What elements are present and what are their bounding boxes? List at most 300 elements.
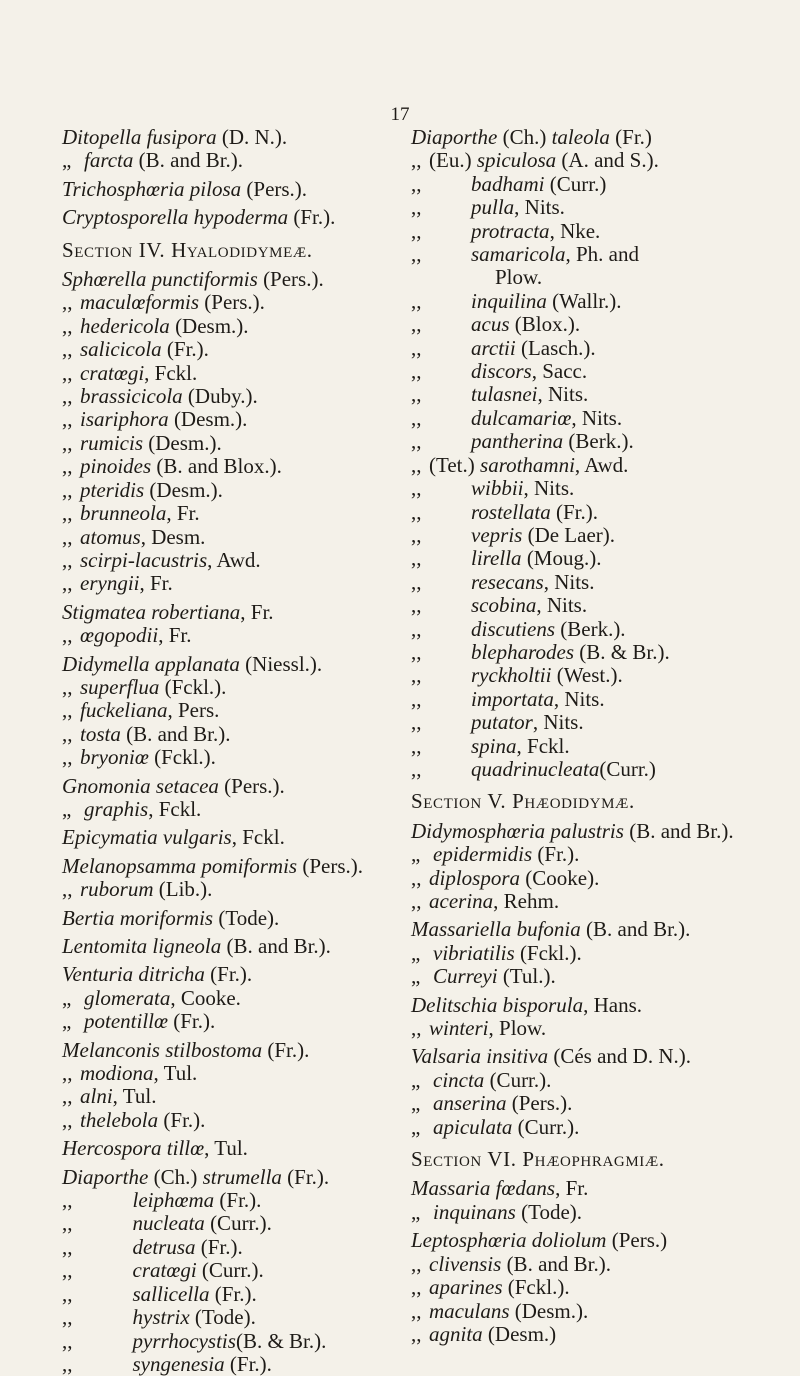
indent-space: [80, 1352, 133, 1376]
ditto-mark: „: [411, 940, 421, 965]
authority: (Fckl.).: [514, 940, 582, 965]
genus-entry: [62, 1166, 397, 1189]
taxon-name: Ditopella fusipora: [62, 125, 217, 149]
authority: (Desm.).: [169, 313, 249, 338]
authority: (Desm.): [482, 1321, 557, 1346]
authority: , Nits.: [543, 569, 595, 594]
species-entry: [62, 315, 397, 338]
species-entry: [62, 408, 397, 431]
ditto-mark: ,,: [62, 407, 73, 432]
authority: (Lib.).: [153, 877, 213, 902]
species-entry: [62, 624, 397, 647]
species-entry: [411, 965, 786, 988]
indent-space: [429, 476, 471, 500]
taxon-name: atomus: [80, 524, 141, 549]
ditto-mark: ,,: [62, 384, 73, 409]
authority: (B. and Br.).: [580, 917, 691, 942]
species-entry: [62, 455, 397, 478]
species-entry: [62, 723, 397, 746]
authority: (Fr.).: [209, 1281, 257, 1306]
taxon-name: anserina: [433, 1091, 507, 1116]
authority: , Fckl.: [231, 825, 285, 850]
taxon-name: pulla: [471, 195, 515, 220]
genus-entry: [411, 918, 786, 941]
genus-entry: [411, 1177, 786, 1200]
authority: , Fr.: [158, 623, 192, 648]
indent-space: [80, 1305, 133, 1329]
genus-entry: [62, 963, 397, 986]
species-entry: [62, 1109, 397, 1132]
indent-space: [80, 1258, 133, 1282]
authority: (Curr.): [544, 171, 607, 196]
ditto-mark: ,,: [411, 710, 422, 735]
taxon-name: pyrrhocystis: [132, 1328, 236, 1353]
indent-space: [429, 312, 471, 336]
authority: (Desm.).: [143, 430, 222, 455]
species-entry: [62, 149, 397, 172]
indent-space: [80, 1282, 133, 1306]
authority: (Fr.).: [195, 1234, 243, 1259]
genus-entry: [62, 1039, 397, 1062]
ditto-mark: ,,: [62, 313, 73, 338]
taxon-name: sallicella: [132, 1281, 210, 1306]
authority: , Rehm.: [493, 889, 560, 913]
taxon-name: Diaporthe: [411, 125, 498, 149]
taxon-name: aparines: [429, 1275, 503, 1300]
authority: (Pers.).: [506, 1091, 573, 1116]
authority: , Fr.: [166, 501, 200, 526]
authority: (B. and Br.).: [221, 934, 331, 958]
taxon-name: ryckholtii: [471, 663, 552, 688]
genus-entry: [62, 907, 397, 930]
ditto-mark: „: [62, 985, 72, 1010]
species-entry: [411, 664, 786, 687]
genus-entry: [62, 126, 397, 149]
authority: (Berk.).: [563, 429, 634, 454]
authority: , Nits.: [532, 710, 584, 735]
ditto-mark: ,,: [62, 337, 73, 362]
taxon-name: œgopodii: [80, 623, 159, 648]
authority: , Ph. and: [565, 242, 639, 267]
ditto-mark: ,,: [62, 877, 73, 902]
taxon-name: importata: [471, 686, 554, 711]
authority: , Plow.: [488, 1016, 547, 1041]
species-entry: [62, 1283, 397, 1306]
species-entry: [411, 1323, 786, 1346]
ditto-mark: ,,: [411, 382, 422, 407]
genus-entry: [411, 994, 786, 1017]
authority: (Fr.).: [550, 499, 598, 524]
taxon-name: Sphœrella punctiformis: [62, 267, 258, 292]
ditto-mark: ,,: [62, 1351, 73, 1376]
species-entry: [411, 524, 786, 547]
ditto-mark: „: [62, 796, 72, 821]
taxon-name: rumicis: [80, 430, 143, 455]
authority: (Curr.).: [196, 1258, 264, 1283]
indent-space: [429, 663, 471, 687]
taxon-name: pinoides: [80, 454, 152, 479]
ditto-mark: ,,: [411, 499, 422, 524]
taxon-name: winteri: [429, 1016, 489, 1041]
authority: (Wallr.).: [546, 288, 622, 313]
ditto-mark: ,,: [411, 1016, 422, 1041]
genus-entry: [62, 826, 397, 849]
authority: (Curr.).: [484, 1067, 552, 1092]
taxon-name: inquilina: [471, 288, 547, 313]
indent-space: [80, 1235, 133, 1259]
ditto-mark: ,,: [62, 501, 73, 526]
right-column: [411, 126, 786, 1346]
ditto-mark: ,,: [411, 639, 422, 664]
taxon-name: protracta: [471, 218, 550, 243]
authority: , Fckl.: [516, 733, 570, 758]
authority: , Nits.: [514, 195, 565, 220]
authority: (Fr.): [609, 125, 652, 149]
ditto-mark: ,,: [411, 593, 422, 618]
authority: (Pers.).: [218, 773, 285, 798]
ditto-mark: ,,: [62, 1328, 73, 1353]
authority: , Nits.: [553, 686, 605, 711]
taxon-name: blepharodes: [471, 639, 575, 664]
taxon-name: diplospora: [429, 865, 521, 890]
taxon-name: Curreyi: [433, 964, 498, 989]
indent-space: [429, 195, 471, 219]
ditto-mark: „: [411, 1199, 421, 1224]
taxon-name: inquinans: [433, 1199, 516, 1224]
species-entry: [62, 572, 397, 595]
authority: , Sacc.: [531, 359, 588, 384]
species-entry: [411, 196, 786, 219]
species-entry: [62, 798, 397, 821]
species-entry: [62, 362, 397, 385]
ditto-mark: ,,: [62, 745, 73, 770]
taxon-name: cratœgi: [132, 1258, 197, 1283]
species-entry: [62, 1306, 397, 1329]
indent-space: [429, 172, 471, 196]
authority: (B. and Blox.).: [151, 454, 282, 479]
section-heading: Section VI. Phæophragmiæ.: [411, 1147, 665, 1172]
ditto-mark: ,,: [411, 288, 422, 313]
species-entry: [62, 1353, 397, 1376]
taxon-name: sarothamni: [480, 452, 575, 477]
indent-space: [429, 710, 471, 734]
taxon-name: Hercospora tillœ: [62, 1136, 205, 1161]
ditto-mark: ,,: [411, 756, 422, 781]
species-entry: [411, 360, 786, 383]
taxon-name: badhami: [471, 171, 545, 196]
authority: (Blox.).: [509, 312, 581, 337]
authority: , Cooke.: [170, 985, 241, 1010]
ditto-mark: ,,: [411, 663, 422, 688]
taxon-name: apiculata: [433, 1114, 513, 1139]
authority: , Tul.: [204, 1136, 248, 1161]
taxon-name: syngenesia: [132, 1351, 225, 1376]
section-heading: Section V. Phæodidymæ.: [411, 789, 635, 814]
taxon-name: fuckeliana: [80, 698, 168, 723]
species-entry: [411, 149, 786, 172]
authority: (Fr.).: [158, 1107, 206, 1132]
taxon-name: Didymosphœria palustris: [411, 818, 624, 843]
authority: (Fr.).: [204, 962, 253, 987]
taxon-name: pteridis: [80, 477, 145, 502]
species-entry: [411, 867, 786, 890]
authority: , Nits.: [523, 476, 575, 501]
species-entry: [62, 338, 397, 361]
taxon-name: Melanconis stilbostoma: [62, 1037, 263, 1062]
ditto-mark: ,,: [411, 452, 422, 477]
taxon-name: nucleata: [132, 1211, 205, 1236]
species-entry: [411, 501, 786, 524]
indent-space: [429, 757, 471, 781]
authority: (Curr.): [599, 756, 656, 781]
ditto-mark: ,,: [411, 522, 422, 547]
authority: (B. and Br.).: [623, 818, 734, 843]
indent-space: [429, 429, 471, 453]
taxon-name: tosta: [80, 721, 121, 746]
species-entry: [411, 942, 786, 965]
ditto-mark: „: [411, 1114, 421, 1139]
species-entry: [411, 688, 786, 711]
species-entry: [411, 735, 786, 758]
indent-space: [429, 359, 471, 383]
authority: (Pers.).: [241, 176, 308, 201]
authority: , Fr.: [240, 599, 274, 624]
authority: (Tet.): [429, 452, 481, 477]
ditto-mark: ,,: [411, 405, 422, 430]
authority: (Ch.): [148, 1164, 203, 1189]
species-entry: [62, 1259, 397, 1282]
species-entry: [411, 1069, 786, 1092]
taxon-name: rostellata: [471, 499, 551, 524]
ditto-mark: „: [411, 964, 421, 989]
species-entry: [411, 243, 786, 266]
taxon-name: Bertia moriformis: [62, 905, 214, 930]
species-entry: [62, 1010, 397, 1033]
authority: (Fr.).: [281, 1164, 330, 1189]
species-entry: [62, 1062, 397, 1085]
species-entry: [62, 676, 397, 699]
indent-space: [429, 640, 471, 664]
ditto-mark: ,,: [411, 429, 422, 454]
ditto-mark: „: [411, 842, 421, 867]
ditto-mark: ,,: [62, 674, 73, 699]
ditto-mark: ,,: [62, 1281, 73, 1306]
taxon-name: potentillœ: [84, 1009, 168, 1034]
taxon-name: Valsaria insitiva: [411, 1044, 549, 1069]
indent-space: [429, 523, 471, 547]
authority: , Awd.: [574, 452, 629, 477]
authority: , Nits.: [537, 382, 589, 407]
authority: (B. & Br.).: [574, 639, 670, 664]
authority: (Duby.).: [182, 384, 258, 409]
ditto-mark: ,,: [411, 569, 422, 594]
taxon-name: brassicicola: [80, 384, 183, 409]
ditto-mark: ,,: [62, 623, 73, 648]
taxon-name: bryoniœ: [80, 745, 149, 770]
genus-entry: [62, 206, 397, 229]
taxon-name: tulasnei: [471, 382, 538, 407]
species-entry: [62, 1212, 397, 1235]
genus-entry: [411, 1229, 786, 1252]
taxon-name: Gnomonia setacea: [62, 773, 219, 798]
species-entry: [411, 430, 786, 453]
genus-entry: [62, 653, 397, 676]
taxon-name: Cryptosporella hypoderma: [62, 205, 289, 230]
authority: (Tode).: [213, 905, 280, 930]
species-entry: [411, 313, 786, 336]
ditto-mark: „: [411, 1067, 421, 1092]
ditto-mark: ,,: [62, 1061, 73, 1086]
species-entry: [62, 699, 397, 722]
left-column: [62, 126, 397, 1376]
authority: (A. and S.).: [556, 148, 659, 173]
taxon-name: maculans: [429, 1298, 510, 1323]
authority: (Fckl.).: [148, 745, 216, 770]
taxon-name: arctii: [471, 335, 516, 360]
taxon-name: spina: [471, 733, 517, 758]
ditto-mark: ,,: [62, 1084, 73, 1109]
indent-space: [429, 546, 471, 570]
genus-entry: [62, 268, 397, 291]
species-entry: [411, 571, 786, 594]
species-entry: [62, 502, 397, 525]
ditto-mark: ,,: [411, 616, 422, 641]
taxon-name: Delitschia bisporula: [411, 992, 584, 1017]
authority: (Tode).: [515, 1199, 583, 1224]
indent-space: [429, 593, 471, 617]
authority: (Cés and D. N.).: [548, 1044, 691, 1069]
taxon-name: discors: [471, 359, 532, 384]
ditto-mark: ,,: [411, 546, 422, 571]
ditto-mark: ,,: [62, 721, 73, 746]
ditto-mark: ,,: [411, 148, 422, 173]
genus-entry: [62, 855, 397, 878]
taxon-name: wibbii: [471, 476, 524, 501]
authority: (Tul.).: [497, 964, 556, 989]
genus-entry: [62, 601, 397, 624]
species-entry: [62, 1330, 397, 1353]
authority: , Tul.: [153, 1061, 198, 1086]
species-entry: [411, 1017, 786, 1040]
taxon-name: acus: [471, 312, 510, 337]
indent-space: [429, 617, 471, 641]
authority: (Fr.).: [168, 1009, 216, 1034]
authority: , Hans.: [583, 992, 643, 1017]
authority: (De Laer).: [522, 522, 616, 547]
taxon-name: maculœformis: [80, 290, 200, 315]
genus-entry: [62, 935, 397, 958]
taxon-name: scirpi-lacustris: [80, 547, 208, 572]
ditto-mark: ,,: [62, 1234, 73, 1259]
authority: (Berk.).: [555, 616, 626, 641]
species-entry: [411, 641, 786, 664]
page-number: 17: [390, 104, 410, 125]
taxon-name: superflua: [80, 674, 160, 699]
authority: , Nke.: [549, 218, 601, 243]
indent-space: [429, 570, 471, 594]
ditto-mark: ,,: [411, 476, 422, 501]
species-entry: [411, 890, 786, 913]
taxon-name: Massaria fœdans: [411, 1176, 556, 1201]
authority: (Tode).: [189, 1305, 256, 1330]
taxon-name: samaricola: [471, 242, 566, 267]
taxon-name: Diaporthe: [62, 1164, 149, 1189]
ditto-mark: ,,: [411, 359, 422, 384]
ditto-mark: ,,: [411, 218, 422, 243]
species-entry: [411, 1276, 786, 1299]
ditto-mark: ,,: [62, 547, 73, 572]
authority: , Fr.: [139, 571, 173, 596]
species-entry: [411, 1300, 786, 1323]
authority: (Ch.): [497, 125, 552, 149]
taxon-name: Massariella bufonia: [411, 917, 581, 942]
taxon-name: thelebola: [80, 1107, 159, 1132]
taxon-name: Trichosphœria pilosa: [62, 176, 242, 201]
taxon-name: vepris: [471, 522, 523, 547]
taxon-name: isariphora: [80, 407, 169, 432]
species-entry: [62, 746, 397, 769]
taxon-name: hystrix: [132, 1305, 190, 1330]
taxon-name: Didymella applanata: [62, 651, 240, 676]
authority: , Awd.: [207, 547, 261, 572]
species-entry: [411, 618, 786, 641]
ditto-mark: ,,: [62, 360, 73, 385]
authority: , Tul.: [112, 1084, 157, 1109]
indent-space: [429, 734, 471, 758]
taxon-name: Melanopsamma pomiformis: [62, 853, 298, 878]
indent-space: [429, 687, 471, 711]
ditto-mark: ,,: [62, 477, 73, 502]
authority: (Desm.).: [144, 477, 223, 502]
taxon-name: strumella: [202, 1164, 282, 1189]
taxon-name: pantherina: [471, 429, 564, 454]
species-entry: [411, 1092, 786, 1115]
authority: , Desm.: [140, 524, 206, 549]
taxon-name: cratœgi: [80, 360, 145, 385]
authority: , Fr.: [555, 1176, 589, 1201]
species-entry: [411, 290, 786, 313]
ditto-mark: ,,: [411, 733, 422, 758]
authority: (B. and Br.).: [501, 1251, 611, 1276]
species-entry: [411, 477, 786, 500]
authority: (Pers.): [606, 1228, 668, 1253]
species-entry: [62, 987, 397, 1010]
authority: (Fckl.).: [502, 1275, 570, 1300]
indent-space: [429, 336, 471, 360]
authority: , Pers.: [167, 698, 220, 723]
ditto-mark: ,,: [411, 686, 422, 711]
species-entry: [411, 407, 786, 430]
species-entry: [411, 1116, 786, 1139]
taxon-name: vibriatilis: [433, 940, 515, 965]
genus-entry: [411, 1045, 786, 1068]
species-entry: [411, 173, 786, 196]
authority: (B. and Br.).: [120, 721, 231, 746]
authority: (Fr.).: [161, 337, 209, 362]
genus-entry: [62, 178, 397, 201]
species-entry: [411, 594, 786, 617]
ditto-mark: ,,: [62, 524, 73, 549]
indent-space: [429, 382, 471, 406]
ditto-mark: ,,: [62, 1211, 73, 1236]
taxon-name: farcta: [84, 148, 134, 173]
taxon-name: acerina: [429, 889, 494, 913]
taxon-name: alni: [80, 1084, 113, 1109]
species-entry: [62, 1189, 397, 1212]
taxon-name: leiphœma: [132, 1188, 215, 1213]
taxon-name: graphis: [84, 796, 149, 821]
indent-space: [80, 1211, 133, 1235]
